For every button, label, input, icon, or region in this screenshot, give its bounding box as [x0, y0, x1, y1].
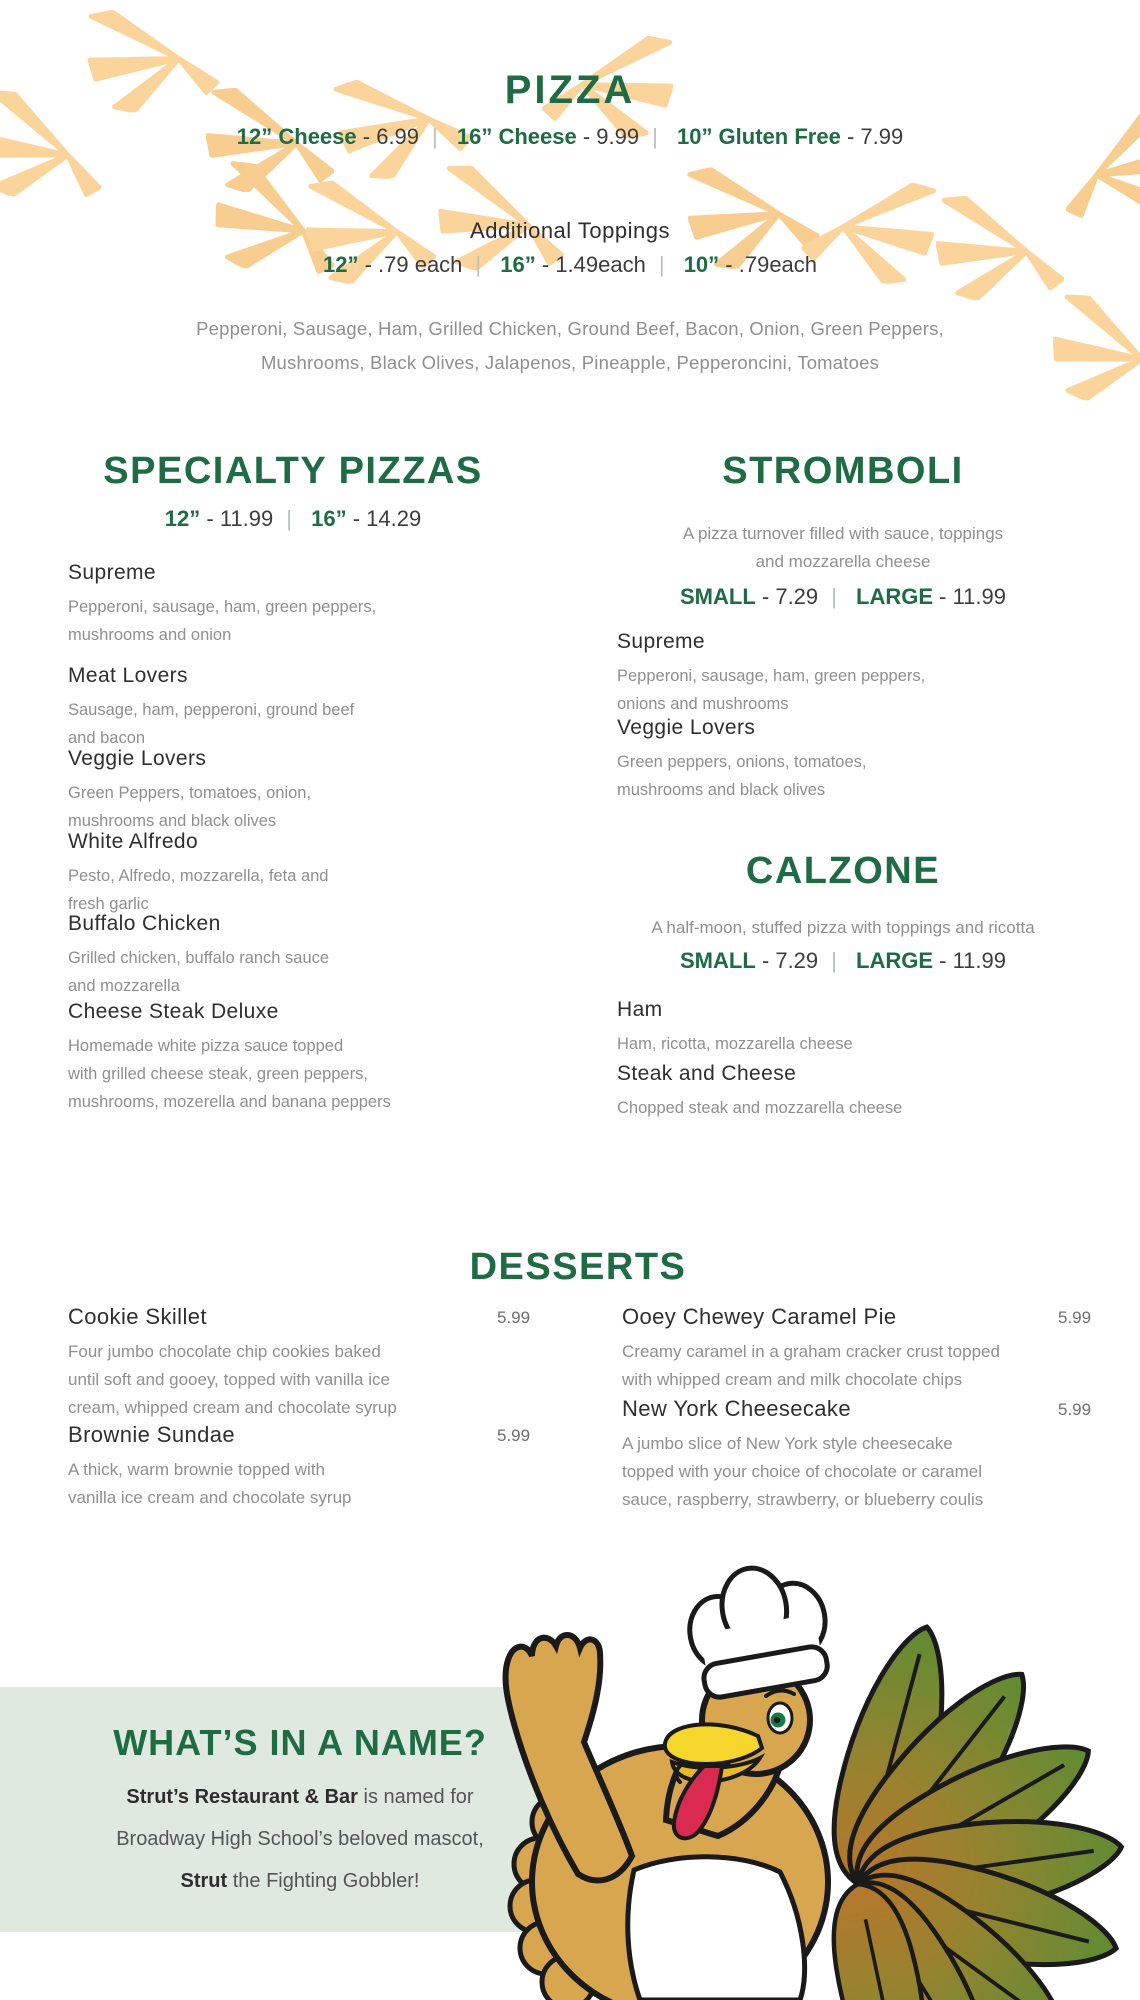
topping-size-price: - .79 each [364, 252, 463, 277]
topping-size-label: 12” [322, 252, 359, 277]
menu-item-meat-lovers-pizza [68, 664, 458, 752]
calzone-size-label: LARGE [856, 948, 933, 973]
item-description-line: Creamy caramel in a graham cracker crust topped [622, 1342, 1000, 1361]
stromboli-description-line: A pizza turnover filled with sauce, toppings [682, 524, 1004, 543]
item-price: 5.99 [497, 1308, 531, 1327]
item-name: Brownie Sundae [68, 1422, 236, 1447]
item-description [68, 1032, 458, 1116]
item-name: Buffalo Chicken [68, 912, 221, 935]
separator: | [432, 124, 438, 149]
pizza-sizes-line [0, 124, 1140, 150]
pizza-size-price: - 6.99 [362, 124, 420, 149]
item-name: Veggie Lovers [617, 716, 756, 739]
topping-size-price: - .79each [725, 252, 818, 277]
stromboli-description [617, 520, 1069, 576]
item-description-line: Pepperoni, sausage, ham, green peppers, [68, 598, 377, 616]
item-description [68, 1456, 478, 1512]
calzone-size-price: - 7.29 [761, 948, 819, 973]
separator: | [652, 124, 658, 149]
item-description-line: until soft and gooey, topped with vanilla ice [68, 1370, 390, 1389]
menu-item-veggie-lovers-stromboli [617, 716, 1017, 804]
menu-item-white-alfredo-pizza [68, 830, 458, 918]
menu-item-cookie-skillet [68, 1304, 478, 1422]
item-description-line: vanilla ice cream and chocolate syrup [68, 1488, 352, 1507]
topping-size-label: 16” [500, 252, 536, 277]
item-description [622, 1338, 1052, 1394]
item-description-line: mushrooms, mozerella and banana peppers [68, 1093, 391, 1111]
name-box-text: is named for [357, 1786, 474, 1808]
item-description [617, 1094, 1037, 1122]
item-description [68, 593, 458, 649]
separator: | [831, 584, 837, 609]
item-description-line: mushrooms and black olives [68, 812, 277, 830]
item-description-line: mushrooms and black olives [617, 781, 826, 799]
item-description-line: Ham, ricotta, mozzarella cheese [617, 1035, 853, 1053]
menu-item-ooey-chewey-caramel-pie [622, 1304, 1052, 1394]
name-box-text: Broadway High School’s beloved mascot, [116, 1828, 484, 1850]
specialty-size-label: 16” [311, 506, 347, 531]
calzone-description [560, 914, 1126, 942]
item-description-line: fresh garlic [68, 895, 149, 913]
pizza-size-price: - 7.99 [846, 124, 904, 149]
item-description [68, 944, 458, 1000]
calzone-title: CALZONE [745, 850, 941, 892]
item-description [622, 1430, 1052, 1514]
toppings-list-line: Pepperoni, Sausage, Ham, Grilled Chicken, Ground Beef, Bacon, Onion, Green Peppers, [196, 318, 944, 339]
item-description-line: Green peppers, onions, tomatoes, [617, 753, 867, 771]
item-description [617, 662, 1017, 718]
specialty-size-price: - 14.29 [352, 506, 422, 531]
item-description-line: Chopped steak and mozzarella cheese [617, 1099, 903, 1117]
turkey-footprint-icon [936, 196, 1064, 300]
name-box-text: the Fighting Gobbler! [227, 1870, 420, 1892]
menu-item-ham-calzone [617, 998, 1037, 1058]
item-price: 5.99 [497, 1426, 531, 1445]
item-description-line: onions and mushrooms [617, 695, 789, 713]
chef-hat [680, 1557, 835, 1701]
whats-in-a-name-title: WHAT’S IN A NAME? [113, 1722, 487, 1763]
separator: | [831, 948, 837, 973]
chef-apron [628, 1857, 805, 2000]
item-description-line: with grilled cheese steak, green peppers, [68, 1065, 368, 1083]
item-description-line: Homemade white pizza sauce topped [68, 1037, 344, 1055]
item-description [617, 748, 1017, 804]
separator: | [475, 252, 482, 277]
stromboli-description-line: and mozzarella cheese [755, 552, 931, 571]
item-description-line: A thick, warm brownie topped with [68, 1460, 326, 1479]
additional-toppings-sizes-line [0, 252, 1140, 278]
item-description-line: Grilled chicken, buffalo ranch sauce [68, 949, 330, 967]
item-description-line: and mozzarella [68, 977, 180, 995]
menu-item-cheese-steak-deluxe-pizza [68, 1000, 458, 1116]
item-description-line: A jumbo slice of New York style cheesecake [622, 1434, 953, 1453]
toppings-list-line: Mushrooms, Black Olives, Jalapenos, Pineapple, Pepperoncini, Tomatoes [260, 352, 880, 373]
stromboli-size-label: SMALL [680, 584, 756, 609]
pizza-size-label: 16” Cheese [456, 124, 577, 149]
toppings-list [0, 312, 1140, 380]
stromboli-sizes-line [617, 584, 1069, 610]
item-description-line: topped with your choice of chocolate or caramel [622, 1462, 983, 1481]
stromboli-size-price: - 7.29 [761, 584, 819, 609]
specialty-pizzas-title: SPECIALTY PIZZAS [103, 450, 483, 492]
turkey-chef-mascot-illustration [428, 1552, 1140, 2000]
name-box-bold-text: Strut’s Restaurant & Bar [126, 1786, 358, 1808]
item-description-line: Green Peppers, tomatoes, onion, [68, 784, 312, 802]
menu-item-new-york-cheesecake [622, 1396, 1052, 1514]
separator: | [286, 506, 292, 531]
item-description-line: mushrooms and onion [68, 626, 232, 644]
item-name: Supreme [68, 561, 157, 584]
additional-toppings-title: Additional Toppings [470, 218, 670, 243]
pizza-section-title: PIZZA [504, 68, 636, 112]
item-name: Cookie Skillet [68, 1304, 207, 1329]
separator: | [658, 252, 665, 277]
menu-item-supreme-pizza [68, 561, 458, 649]
specialty-size-price: - 11.99 [206, 506, 274, 531]
menu-item-veggie-lovers-pizza [68, 747, 458, 835]
calzone-description-line: A half-moon, stuffed pizza with toppings and ricotta [651, 918, 1035, 937]
item-description-line: Pepperoni, sausage, ham, green peppers, [617, 667, 926, 685]
calzone-sizes-line [617, 948, 1069, 974]
item-description [68, 696, 458, 752]
calzone-size-price: - 11.99 [939, 948, 1006, 973]
menu-item-steak-and-cheese-calzone [617, 1062, 1037, 1122]
item-description [68, 779, 458, 835]
pizza-size-price: - 9.99 [582, 124, 640, 149]
item-description-line: Pesto, Alfredo, mozzarella, feta and [68, 867, 329, 885]
topping-size-label: 10” [683, 252, 720, 277]
menu-item-buffalo-chicken-pizza [68, 912, 458, 1000]
item-description-line: Four jumbo chocolate chip cookies baked [68, 1342, 381, 1361]
item-name: Meat Lovers [68, 664, 188, 687]
tail-feathers [816, 1616, 1128, 2000]
item-price: 5.99 [1058, 1400, 1092, 1419]
item-name: New York Cheesecake [622, 1396, 851, 1421]
item-description [68, 1338, 478, 1422]
item-name: Ham [617, 998, 663, 1021]
item-name: Ooey Chewey Caramel Pie [622, 1304, 897, 1329]
specialty-sizes-line [67, 506, 519, 532]
desserts-title: DESSERTS [469, 1246, 687, 1288]
name-box-bold-text: Strut [180, 1870, 228, 1892]
specialty-size-label: 12” [164, 506, 201, 531]
item-price: 5.99 [1058, 1308, 1092, 1327]
stromboli-size-price: - 11.99 [939, 584, 1006, 609]
item-description [68, 862, 458, 918]
item-name: Steak and Cheese [617, 1062, 797, 1085]
item-name: White Alfredo [68, 830, 199, 853]
pizza-size-label: 10” Gluten Free [676, 124, 841, 149]
menu-item-supreme-stromboli [617, 630, 1017, 718]
item-name: Veggie Lovers [68, 747, 207, 770]
item-description-line: sauce, raspberry, strawberry, or blueberry coulis [622, 1490, 984, 1509]
pizza-size-label: 12” Cheese [236, 124, 357, 149]
item-description-line: and bacon [68, 729, 146, 747]
menu-item-brownie-sundae [68, 1422, 478, 1512]
topping-size-price: - 1.49each [541, 252, 646, 277]
item-description-line: with whipped cream and milk chocolate chips [622, 1370, 963, 1389]
stromboli-title: STROMBOLI [722, 450, 964, 492]
calzone-size-label: SMALL [680, 948, 756, 973]
item-name: Cheese Steak Deluxe [68, 1000, 279, 1023]
item-description-line: cream, whipped cream and chocolate syrup [68, 1398, 397, 1417]
item-description-line: Sausage, ham, pepperoni, ground beef [68, 701, 355, 719]
stromboli-size-label: LARGE [856, 584, 933, 609]
item-name: Supreme [617, 630, 706, 653]
item-description [617, 1030, 1037, 1058]
